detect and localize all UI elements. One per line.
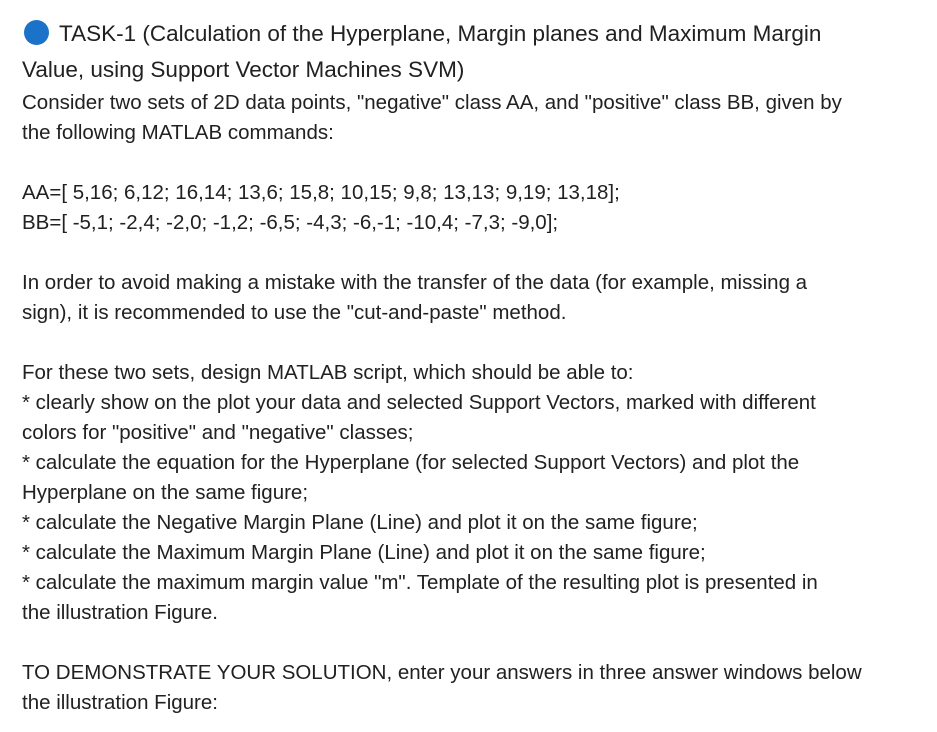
filled-circle-bullet-icon [24, 20, 49, 45]
advice-paragraph [22, 268, 922, 328]
task-title-text-1: TASK-1 (Calculation of the Hyperplane, Margin planes and Maximum Margin [59, 21, 822, 46]
requirement-5-line-2: the illustration Figure. [22, 601, 218, 624]
code-bb-line: BB=[ -5,1; -2,4; -2,0; -1,2; -6,5; -4,3; -6,-1; -10,4; -7,3; -9,0]; [22, 211, 559, 234]
intro-line-2: the following MATLAB commands: [22, 121, 334, 144]
requirement-5-line-1: * calculate the maximum margin value "m". Template of the resulting plot is presented in [22, 571, 818, 594]
spacer [22, 238, 922, 268]
matlab-code [22, 178, 922, 238]
spacer [22, 328, 922, 358]
requirement-2-line-2: Hyperplane on the same figure; [22, 481, 309, 504]
requirement-3: * calculate the Negative Margin Plane (Line) and plot it on the same figure; [22, 511, 698, 534]
intro-line-1: Consider two sets of 2D data points, "negative" class AA, and "positive" class BB, given by [22, 91, 842, 114]
task-content [22, 16, 922, 718]
task-title-line-1 [22, 16, 922, 52]
advice-line-2: sign), it is recommended to use the "cut-and-paste" method. [22, 301, 567, 324]
task-title [22, 16, 922, 88]
demonstrate-paragraph [22, 658, 922, 718]
intro-paragraph [22, 88, 922, 148]
demonstrate-line-2: the illustration Figure: [22, 691, 218, 714]
requirements-intro: For these two sets, design MATLAB script, which should be able to: [22, 361, 634, 384]
task-title-line-2: Value, using Support Vector Machines SVM) [22, 57, 465, 82]
requirement-1-line-2: colors for "positive" and "negative" classes; [22, 421, 414, 444]
requirements-list [22, 358, 922, 628]
requirement-1-line-1: * clearly show on the plot your data and selected Support Vectors, marked with different [22, 391, 816, 414]
spacer [22, 628, 922, 658]
requirement-2-line-1: * calculate the equation for the Hyperplane (for selected Support Vectors) and plot the [22, 451, 800, 474]
advice-line-1: In order to avoid making a mistake with the transfer of the data (for example, missing a [22, 271, 808, 294]
spacer [22, 148, 922, 178]
requirement-4: * calculate the Maximum Margin Plane (Line) and plot it on the same figure; [22, 541, 706, 564]
code-aa-line: AA=[ 5,16; 6,12; 16,14; 13,6; 15,8; 10,15; 9,8; 13,13; 9,19; 13,18]; [22, 181, 620, 204]
demonstrate-line-1: TO DEMONSTRATE YOUR SOLUTION, enter your answers in three answer windows below [22, 661, 862, 684]
